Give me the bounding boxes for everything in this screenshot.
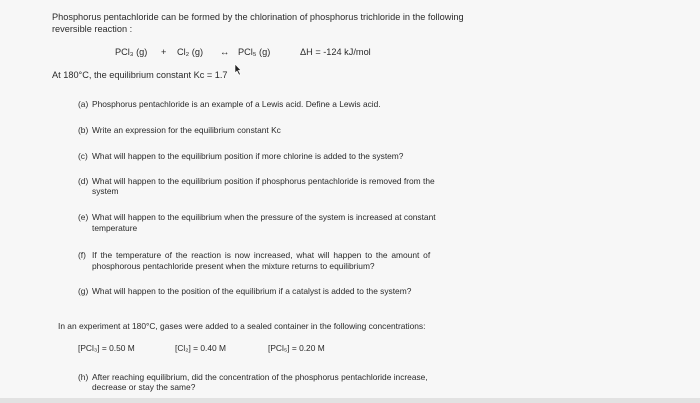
question-text: What will happen to the position of the equilibrium if a catalyst is added to the system? xyxy=(92,286,412,296)
question-text: What will happen to the equilibrium position if more chlorine is added to the system? xyxy=(92,151,404,161)
reactant-pcl3: PCl₃ (g) xyxy=(115,47,148,57)
reactant-cl2: Cl₂ (g) xyxy=(177,47,204,57)
question-text: Phosphorus pentachloride is an example of a Lewis acid. Define a Lewis acid. xyxy=(92,99,381,109)
question-text: Write an expression for the equilibrium constant Kc xyxy=(92,125,281,135)
mouse-cursor-icon xyxy=(234,64,242,76)
concentration-pcl5: [PCl₅] = 0.20 M xyxy=(268,343,325,353)
question-label: (f) xyxy=(78,250,86,260)
question-text-cont: temperature xyxy=(92,223,138,233)
question-label: (b) xyxy=(78,125,89,135)
intro-line-2: reversible reaction : xyxy=(52,24,133,34)
product-pcl5: PCl₅ (g) xyxy=(238,47,271,57)
concentration-cl2: [Cl₂] = 0.40 M xyxy=(175,343,226,353)
question-label: (e) xyxy=(78,212,89,222)
concentration-pcl3: [PCl₃] = 0.50 M xyxy=(78,343,135,353)
question-label: (g) xyxy=(78,286,89,296)
question-label: (h) xyxy=(78,372,89,382)
question-text: After reaching equilibrium, did the concentration of the phosphorus pentachloride increase, xyxy=(92,372,428,382)
equilibrium-constant: At 180°C, the equilibrium constant Kc = 1.7 xyxy=(52,70,228,80)
question-text: What will happen to the equilibrium when the pressure of the system is increased at constant xyxy=(92,212,436,222)
question-label: (c) xyxy=(78,151,88,161)
question-text: What will happen to the equilibrium position if phosphorus pentachloride is removed from the xyxy=(92,176,435,186)
question-label: (a) xyxy=(78,99,89,109)
question-text-cont: decrease or stay the same? xyxy=(92,382,196,392)
question-label: (d) xyxy=(78,176,89,186)
plus-sign: + xyxy=(161,47,167,57)
question-text-cont: phosphorous pentachloride present when the mixture returns to equilibrium? xyxy=(92,261,375,271)
page-bottom-edge xyxy=(0,398,700,403)
enthalpy-change: ΔH = -124 kJ/mol xyxy=(300,47,371,57)
experiment-intro: In an experiment at 180°C, gases were added to a sealed container in the following concentrations: xyxy=(58,321,426,331)
equilibrium-arrow: ↔ xyxy=(220,47,230,57)
question-text: If the temperature of the reaction is now increased, what will happen to the amount of xyxy=(92,250,431,260)
question-text-cont: system xyxy=(92,186,119,196)
intro-line-1: Phosphorus pentachloride can be formed by the chlorination of phosphorus trichloride in the following xyxy=(52,12,464,22)
